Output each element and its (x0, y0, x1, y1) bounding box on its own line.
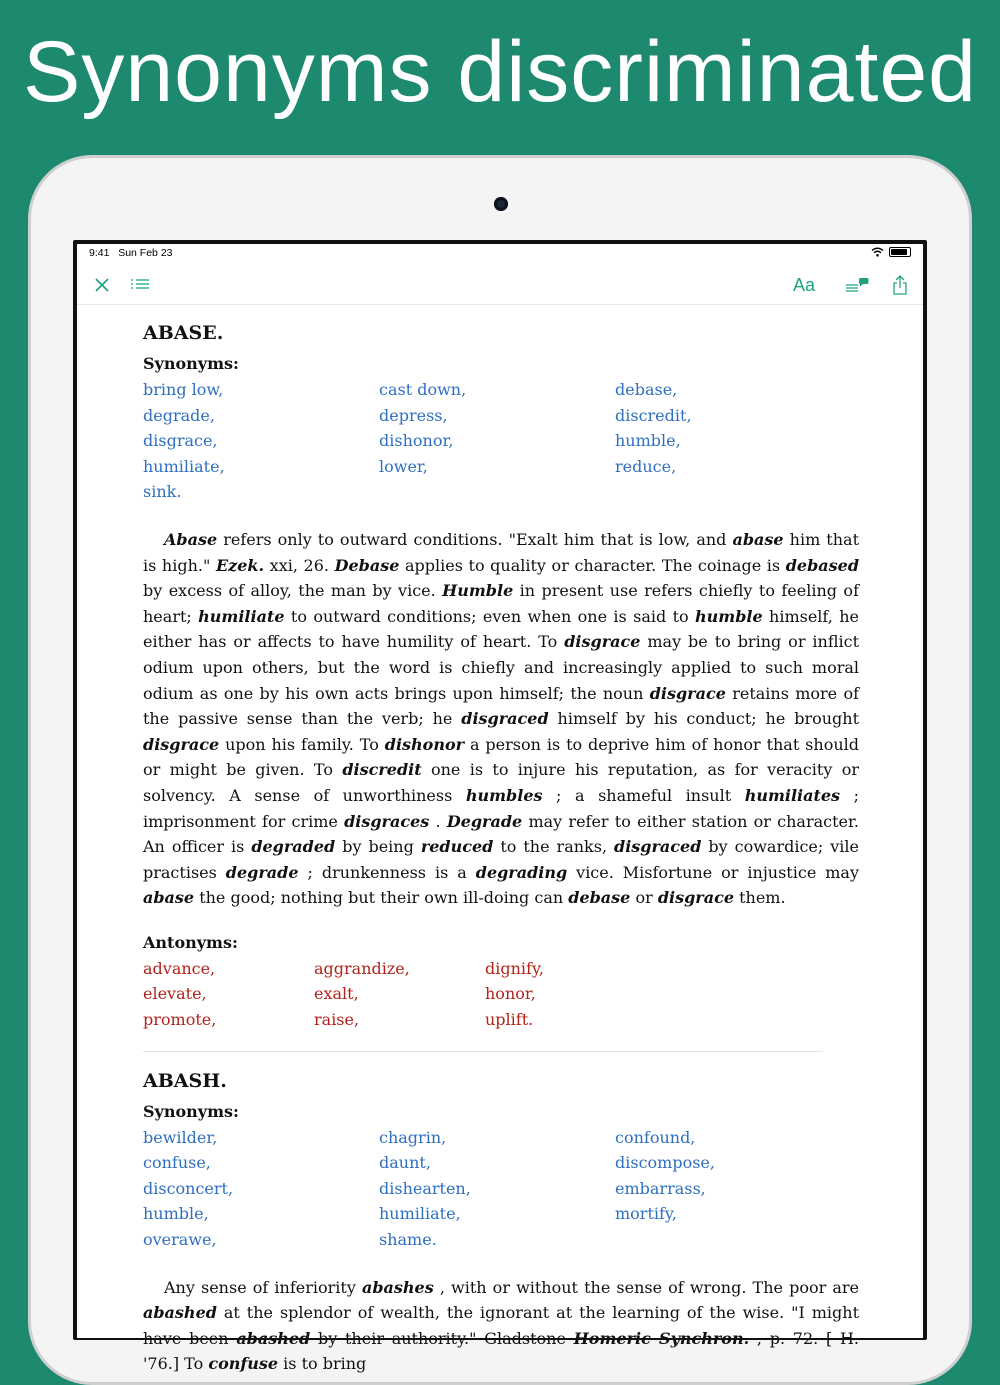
synonym-link[interactable]: disgrace, (143, 431, 218, 451)
synonym-link[interactable]: degrade, (143, 405, 215, 425)
paragraph-text: ; a shameful insult (542, 785, 745, 805)
antonyms-label: Antonyms: (143, 932, 238, 952)
synonym-link[interactable]: dishonor, (379, 431, 454, 451)
page-headline: Synonyms discriminated (22, 24, 978, 120)
status-time-date (89, 247, 173, 259)
paragraph-text: by excess of alloy, the man by vice. (143, 581, 443, 601)
synonyms-list (143, 377, 859, 505)
antonym-link[interactable]: exalt, (314, 984, 359, 1004)
paragraph-text: ; drunkenness is a (298, 862, 476, 882)
contents-button[interactable] (127, 272, 153, 298)
emphasized-term: humiliate (198, 606, 285, 626)
synonym-link[interactable]: cast down, (379, 380, 467, 399)
paragraph-text: a person is to deprive him of honor that should or might be given. To (143, 734, 859, 780)
status-time: 9:41 (89, 247, 110, 259)
entry-paragraph (143, 527, 859, 911)
app-screen (77, 244, 923, 1374)
antonym-link[interactable]: promote, (143, 1010, 217, 1030)
status-date: Sun Feb 23 (118, 247, 173, 259)
emphasized-term: disgraces (344, 811, 430, 831)
close-button[interactable] (89, 272, 115, 298)
reader-toolbar (77, 266, 923, 305)
paragraph-text: may be to bring or inflict odium upon others, but the word is chiefly and increasingly applied to such moral odium as one by his own acts brings upon himself; the noun (143, 632, 860, 703)
paragraph-text: himself by his conduct; he brought (548, 709, 860, 729)
paragraph-text: applies to quality or character. The coinage is (399, 555, 786, 575)
synonym-link[interactable]: mortify, (615, 1204, 677, 1224)
paragraph-text: is to bring (278, 1354, 367, 1374)
emphasized-term: Abase (164, 529, 218, 549)
emphasized-term: disgraced (461, 709, 549, 729)
close-icon (94, 277, 110, 293)
status-icons (871, 247, 911, 257)
paragraph-text: him that is high." (143, 529, 860, 575)
synonym-link[interactable]: disconcert, (143, 1178, 234, 1198)
paragraph-text: to the ranks, (493, 837, 615, 857)
paragraph-text: to outward conditions; even when one is said to (284, 606, 696, 626)
antonyms-list (143, 956, 859, 1033)
paragraph-text: one is to injure his reputation, as for veracity or solvency. A sense of unworthiness (143, 760, 859, 805)
synonym-link[interactable]: lower, (379, 456, 428, 476)
dictionary-content (143, 304, 859, 1377)
synonym-link[interactable]: discredit, (615, 405, 692, 425)
emphasized-term: Ezek. (215, 555, 265, 575)
paragraph-text: , with or without the sense of wrong. The poor are (433, 1277, 860, 1297)
emphasized-term: discredit (342, 760, 422, 780)
emphasized-term: abase (143, 888, 195, 908)
wifi-icon (871, 247, 884, 257)
emphasized-term: reduced (420, 837, 494, 857)
antonym-link[interactable]: uplift. (485, 1010, 534, 1030)
emphasized-term: abase (732, 529, 784, 549)
paragraph-text: by being (335, 837, 421, 857)
paragraph-text: by cowardice; vile practises (143, 837, 859, 882)
antonym-link[interactable]: aggrandize, (314, 958, 410, 978)
synonym-link[interactable]: humble, (615, 431, 681, 451)
paragraph-text: retains more of the passive sense than the verb; he (143, 683, 860, 729)
emphasized-term: degrade (225, 862, 299, 882)
antonym-link[interactable]: honor, (485, 984, 536, 1004)
camera-icon (494, 197, 508, 211)
synonyms-list (143, 1125, 859, 1253)
emphasized-term: humiliates (744, 785, 841, 805)
entry-title: ABASH. (143, 1069, 227, 1092)
emphasized-term: humbles (465, 785, 543, 805)
font-size-button[interactable] (789, 272, 819, 298)
synonym-link[interactable]: depress, (379, 405, 448, 425)
paragraph-text: by their authority." Gladstone (310, 1328, 574, 1348)
paragraph-text: may refer to either station or character. An officer is (143, 811, 859, 857)
entry-divider (143, 1051, 823, 1052)
synonym-link[interactable]: humiliate, (143, 456, 225, 476)
entry (143, 1070, 859, 1377)
synonym-link[interactable]: humble, (143, 1204, 209, 1224)
paragraph-text: ; imprisonment for crime (143, 785, 859, 831)
paragraph-text: . (429, 811, 447, 831)
emphasized-term: abashes (361, 1277, 434, 1297)
emphasized-term: Degrade (446, 811, 523, 831)
paragraph-text: refers only to outward conditions. "Exalt him that is low, and (217, 529, 733, 549)
emphasized-term: disgrace (143, 734, 220, 754)
synonym-link[interactable]: bewilder, (143, 1127, 218, 1147)
synonym-link[interactable]: reduce, (615, 456, 677, 476)
synonym-link[interactable]: embarrass, (615, 1178, 706, 1198)
emphasized-term: disgrace (657, 888, 734, 908)
emphasized-term: debase (568, 888, 631, 908)
paragraph-text: the good; nothing but their own ill-doing can (194, 888, 569, 908)
antonym-link[interactable]: elevate, (143, 984, 207, 1004)
paragraph-text: Any sense of inferiority (164, 1277, 362, 1297)
entry-title: ABASE. (143, 322, 224, 344)
share-button[interactable] (889, 272, 911, 298)
synonym-link[interactable]: chagrin, (379, 1127, 447, 1147)
entry-list (143, 322, 859, 1377)
synonym-link[interactable]: daunt, (379, 1153, 431, 1173)
emphasized-term: degraded (251, 837, 336, 857)
paragraph-text: xxi, 26. (264, 555, 335, 575)
emphasized-term: abashed (236, 1328, 311, 1348)
emphasized-term: degrading (475, 862, 568, 882)
battery-icon (889, 247, 911, 257)
share-icon (892, 275, 908, 295)
paragraph-text: in present use refers chiefly to feeling of heart; (143, 581, 859, 626)
notes-button[interactable] (843, 272, 871, 298)
synonym-link[interactable]: overawe, (143, 1230, 217, 1250)
emphasized-term: Debase (334, 555, 400, 575)
font-size-label: Aa (792, 274, 816, 295)
synonym-link[interactable]: confound, (615, 1127, 696, 1147)
paragraph-text: them. (734, 888, 786, 908)
emphasized-term: dishonor (384, 734, 465, 754)
synonyms-label: Synonyms: (143, 1101, 239, 1121)
synonym-link[interactable]: humiliate, (379, 1204, 461, 1224)
synonym-link[interactable]: bring low, (143, 380, 224, 399)
list-icon (130, 278, 150, 292)
synonym-link[interactable]: confuse, (143, 1153, 211, 1173)
antonym-link[interactable]: dignify, (485, 958, 544, 978)
emphasized-term: abashed (143, 1303, 217, 1323)
emphasized-term: disgrace (564, 632, 641, 652)
entry-paragraph (143, 1275, 859, 1377)
emphasized-term: Homeric Synchron. (573, 1328, 750, 1348)
paragraph-text: or (630, 888, 658, 908)
emphasized-term: confuse (208, 1354, 279, 1374)
emphasized-term: disgraced (614, 837, 702, 857)
chat-icon (845, 276, 869, 294)
emphasized-term: debased (785, 555, 860, 575)
entry (143, 322, 859, 1052)
paragraph-text: vice. Misfortune or injustice may (567, 862, 859, 882)
paragraph-text: , p. 72. [ H. '76.] To (143, 1328, 859, 1374)
paragraph-text: at the splendor of wealth, the ignorant at the learning of the wise. "I might have been (143, 1303, 859, 1348)
emphasized-term: Humble (442, 581, 514, 601)
synonym-link[interactable]: dishearten, (379, 1178, 471, 1198)
status-bar (77, 244, 923, 266)
emphasized-term: humble (695, 606, 763, 626)
synonym-link[interactable]: discompose, (615, 1153, 715, 1173)
emphasized-term: disgrace (649, 683, 726, 703)
antonym-link[interactable]: advance, (143, 958, 216, 978)
antonym-link[interactable]: raise, (314, 1010, 360, 1030)
synonyms-label: Synonyms: (143, 354, 239, 373)
paragraph-text: himself, he either has or affects to have humility of heart. To (143, 606, 860, 652)
synonym-link[interactable]: sink. (143, 482, 182, 502)
paragraph-text: upon his family. To (219, 734, 385, 754)
synonym-link[interactable]: shame. (379, 1230, 437, 1250)
synonym-link[interactable]: debase, (615, 380, 678, 399)
